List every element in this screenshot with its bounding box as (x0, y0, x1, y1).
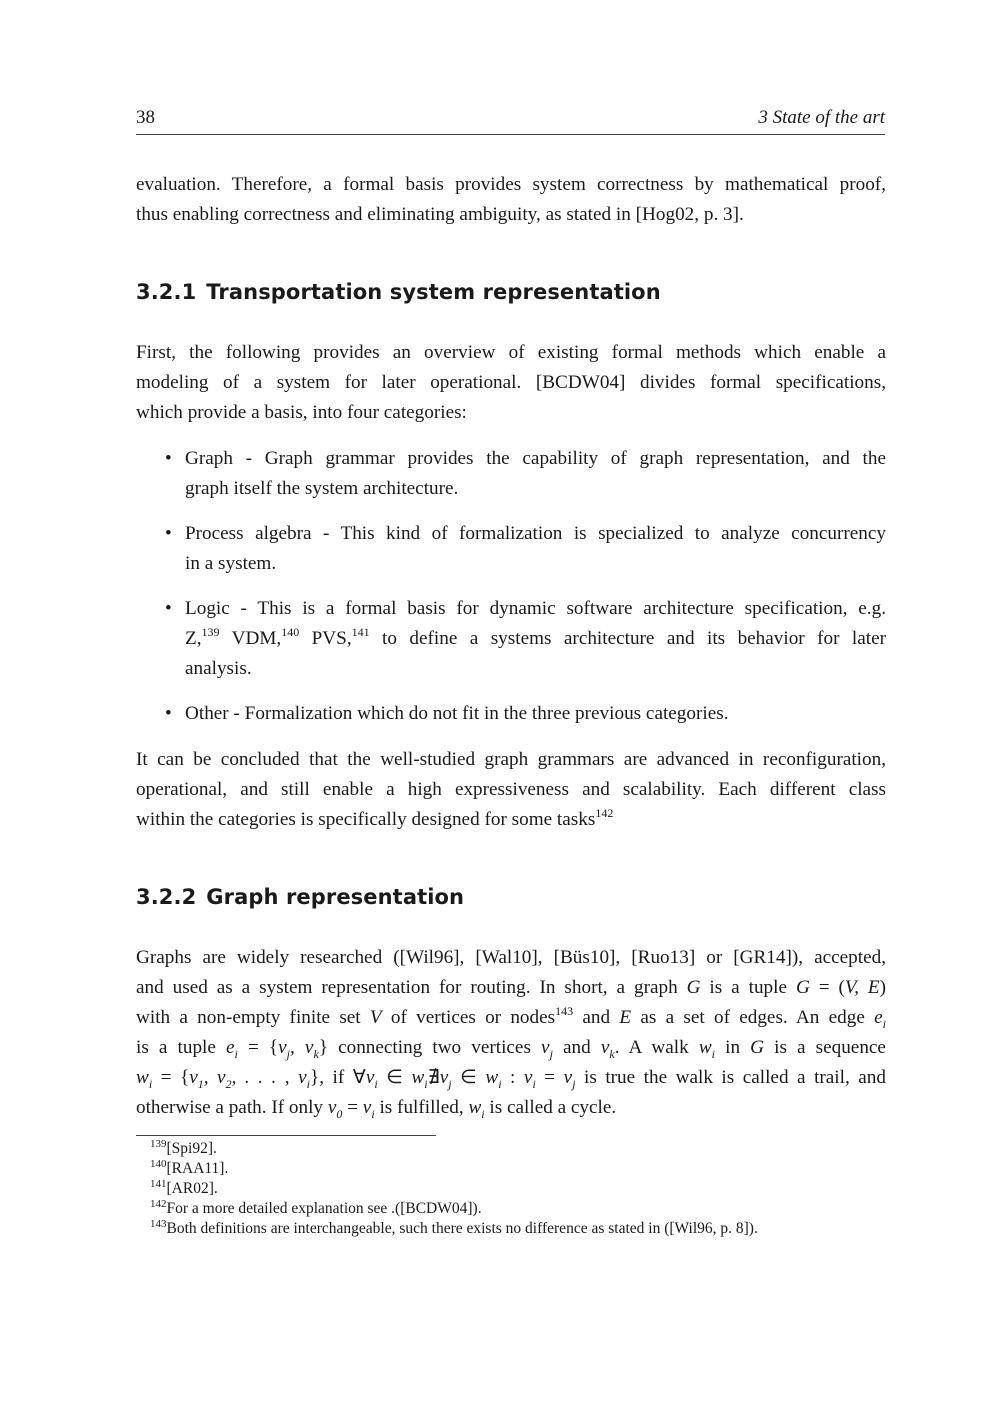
text-fragment: and used as a system representation for routing. In short, a graph (136, 977, 687, 998)
math-subscript: 1 (197, 1076, 204, 1091)
text-line: analysis. (185, 658, 252, 679)
list-item (136, 699, 886, 729)
footnote (150, 1159, 758, 1179)
footnote-ref-142[interactable]: 142 (595, 806, 614, 820)
text-line: which provide a basis, into four categories: (136, 402, 467, 423)
text-fragment: ) (879, 977, 887, 998)
text-line: operational, and still enable a high expressiveness and scalability. Each different class (136, 779, 886, 800)
text-fragment: as a set of edges. An edge (631, 1007, 875, 1028)
math-base: w (485, 1067, 499, 1088)
bullet-icon: • (165, 598, 172, 619)
math-symbol (600, 1037, 615, 1061)
math-subscript: i (234, 1046, 238, 1061)
text-fragment: in (715, 1037, 751, 1058)
footnote-text: [RAA11]. (166, 1160, 229, 1177)
math-base: v (362, 1097, 372, 1118)
math-base: v (365, 1067, 375, 1088)
text-line: Graph - Graph grammar provides the capability of graph representation, and the (185, 448, 886, 469)
section-heading-3-2-2 (136, 885, 464, 909)
math-subscript: i (532, 1076, 536, 1091)
chapter-title: 3 State of the art (758, 107, 885, 128)
footnote (150, 1179, 758, 1199)
math-subscript: i (148, 1076, 153, 1091)
text-fragment: is a sequence (764, 1037, 886, 1058)
section-title: Graph representation (206, 885, 465, 909)
math-symbol (563, 1067, 576, 1091)
math-subscript: i (424, 1076, 428, 1091)
section1-conclusion-paragraph (136, 745, 886, 835)
math-subscript: i (481, 1106, 485, 1121)
text-fragment: and (573, 1007, 620, 1028)
math-symbol (362, 1097, 375, 1121)
math-base: v (327, 1097, 337, 1118)
footnote (150, 1219, 758, 1239)
text-fragment: is fulfilled, (374, 1097, 469, 1118)
math-symbol: G (795, 977, 810, 998)
math-symbol (365, 1067, 378, 1091)
math-subscript: i (882, 1016, 886, 1031)
text-fragment: Z, (185, 628, 202, 649)
math-base: v (439, 1067, 449, 1088)
math-base: e (874, 1007, 883, 1028)
text-fragment: to define a systems architecture and its behavior for later (369, 628, 887, 649)
math-base: v (278, 1037, 287, 1058)
footnote-text: Both definitions are interchangeable, such there exists no difference as stated in ([Wil96, p. 8]). (166, 1220, 758, 1237)
math-subscript: i (371, 1106, 375, 1121)
text-fragment: ∈ (451, 1067, 486, 1088)
section2-paragraph (136, 943, 886, 1123)
section-number: 3.2.1 (136, 280, 197, 304)
running-header (136, 106, 885, 135)
math-symbol: G (750, 1037, 764, 1058)
text-fragment: : (501, 1067, 524, 1088)
math-subscript: i (498, 1076, 502, 1091)
text-fragment: is called a cycle. (484, 1097, 617, 1118)
text-line (136, 805, 886, 835)
text-fragment: ∄ (427, 1067, 440, 1088)
math-symbol (541, 1037, 553, 1061)
text-fragment: is true the walk is called a trail, and (575, 1067, 886, 1088)
footnote-number: 140 (150, 1158, 167, 1170)
math-symbol (226, 1037, 238, 1061)
math-symbol (523, 1067, 536, 1091)
text-line: Process algebra - This kind of formalization is specialized to analyze concurrency (185, 523, 886, 544)
list-item (136, 594, 886, 684)
math-symbol: V (369, 1007, 382, 1028)
math-subscript: j (448, 1076, 452, 1091)
footnote-ref-143[interactable]: 143 (555, 1004, 574, 1018)
category-list (136, 444, 886, 744)
footnote-divider (136, 1135, 436, 1136)
text-line: graph itself the system architecture. (185, 478, 459, 499)
bullet-icon: • (165, 523, 172, 544)
text-line: thus enabling correctness and eliminating ambiguity, as stated in [Hog02, p. 3]. (136, 204, 744, 225)
text-fragment: }, if ∀ (309, 1067, 366, 1088)
math-symbol (485, 1067, 502, 1091)
math-subscript: j (549, 1046, 553, 1061)
text-fragment: = ( (809, 977, 845, 998)
text-line (136, 1003, 886, 1033)
math-base: w (468, 1097, 482, 1118)
text-line (136, 1093, 886, 1123)
bullet-icon: • (165, 448, 172, 469)
math-base: v (541, 1037, 550, 1058)
footnote-text: [Spi92]. (166, 1140, 217, 1157)
footnote-number: 143 (150, 1218, 167, 1230)
text-fragment: with a non-empty finite set (136, 1007, 370, 1028)
footnote-number: 142 (150, 1198, 167, 1210)
section-title: Transportation system representation (206, 280, 661, 304)
math-subscript: i (374, 1076, 378, 1091)
list-item (136, 519, 886, 579)
text-line: Logic - This is a formal basis for dynamic software architecture specification, e.g. (185, 598, 886, 619)
page-number: 38 (136, 107, 155, 128)
math-base: w (698, 1037, 712, 1058)
math-base: w (411, 1067, 425, 1088)
text-line: First, the following provides an overview of existing formal methods which enable a (136, 342, 886, 363)
text-line (136, 1063, 886, 1093)
footnote (150, 1139, 758, 1159)
footnote-ref-139[interactable]: 139 (201, 625, 220, 639)
text-line: in a system. (185, 553, 277, 574)
math-subscript: j (572, 1076, 576, 1091)
footnote-number: 141 (150, 1178, 167, 1190)
text-line: Other - Formalization which do not fit in the three previous categories. (185, 703, 729, 724)
math-symbol (439, 1067, 452, 1091)
footnote-ref-141[interactable]: 141 (351, 625, 370, 639)
intro-paragraph (136, 170, 886, 230)
math-symbol: V, E (844, 977, 880, 998)
text-fragment: VDM, (219, 628, 282, 649)
text-line: evaluation. Therefore, a formal basis provides system correctness by mathematical proof, (136, 174, 886, 195)
math-symbol (698, 1037, 715, 1061)
math-base: , v (290, 1037, 314, 1058)
text-line (185, 624, 886, 654)
section1-paragraph (136, 338, 886, 428)
math-symbol (136, 1067, 153, 1091)
math-symbol: E (619, 1007, 632, 1028)
math-base: , v (203, 1067, 226, 1088)
list-item (136, 444, 886, 504)
text-line: Graphs are widely researched ([Wil96], [Wal10], [Büs10], [Ruo13] or [GR14]), accepted, (136, 947, 886, 968)
text-fragment: = { (152, 1067, 190, 1088)
math-symbol (327, 1097, 343, 1121)
text-fragment: is a tuple (700, 977, 796, 998)
text-fragment: PVS, (299, 628, 352, 649)
math-symbol (189, 1067, 310, 1091)
footnote-number: 139 (150, 1138, 167, 1150)
text-fragment: ∈ (377, 1067, 412, 1088)
math-symbol (468, 1097, 485, 1121)
math-subscript: j (286, 1046, 291, 1061)
text-fragment: = (535, 1067, 564, 1088)
text-line (136, 973, 886, 1003)
math-base: w (136, 1067, 149, 1088)
section-number: 3.2.2 (136, 885, 197, 909)
text-fragment: and (552, 1037, 601, 1058)
math-subscript: i (711, 1046, 715, 1061)
text-line (136, 1033, 886, 1063)
text-fragment: = (342, 1097, 363, 1118)
math-base: v (600, 1037, 610, 1058)
section-heading-3-2-1 (136, 280, 661, 304)
math-symbol: G (686, 977, 701, 998)
math-symbol (278, 1037, 319, 1061)
text-fragment: otherwise a path. If only (136, 1097, 328, 1118)
math-subscript: 0 (336, 1106, 343, 1121)
bullet-icon: • (165, 703, 172, 724)
math-symbol (874, 1007, 886, 1031)
footnote-text: [AR02]. (166, 1180, 218, 1197)
math-symbol (411, 1067, 428, 1091)
text-line: It can be concluded that the well-studied graph grammars are advanced in reconfiguration, (136, 749, 886, 770)
footnote-text: For a more detailed explanation see .([BCDW04]). (166, 1200, 482, 1217)
math-base: , . . . , v (231, 1067, 307, 1088)
math-base: v (189, 1067, 198, 1088)
text-fragment: within the categories is specifically designed for some tasks (136, 809, 596, 830)
text-line: modeling of a system for later operational. [BCDW04] divides formal specifications, (136, 372, 886, 393)
footnote-ref-140[interactable]: 140 (281, 625, 300, 639)
math-subscript: i (306, 1076, 310, 1091)
text-fragment: = { (237, 1037, 279, 1058)
footnotes (150, 1139, 758, 1239)
text-fragment: . A walk (614, 1037, 699, 1058)
math-subscript: k (609, 1046, 615, 1061)
text-fragment: of vertices or nodes (381, 1007, 556, 1028)
text-fragment: } connecting two vertices (318, 1037, 542, 1058)
math-subscript: 2 (225, 1076, 232, 1091)
math-base: v (563, 1067, 573, 1088)
math-base: e (226, 1037, 235, 1058)
text-fragment: is a tuple (136, 1037, 227, 1058)
math-base: v (523, 1067, 533, 1088)
footnote (150, 1199, 758, 1219)
math-subscript: k (313, 1046, 319, 1061)
